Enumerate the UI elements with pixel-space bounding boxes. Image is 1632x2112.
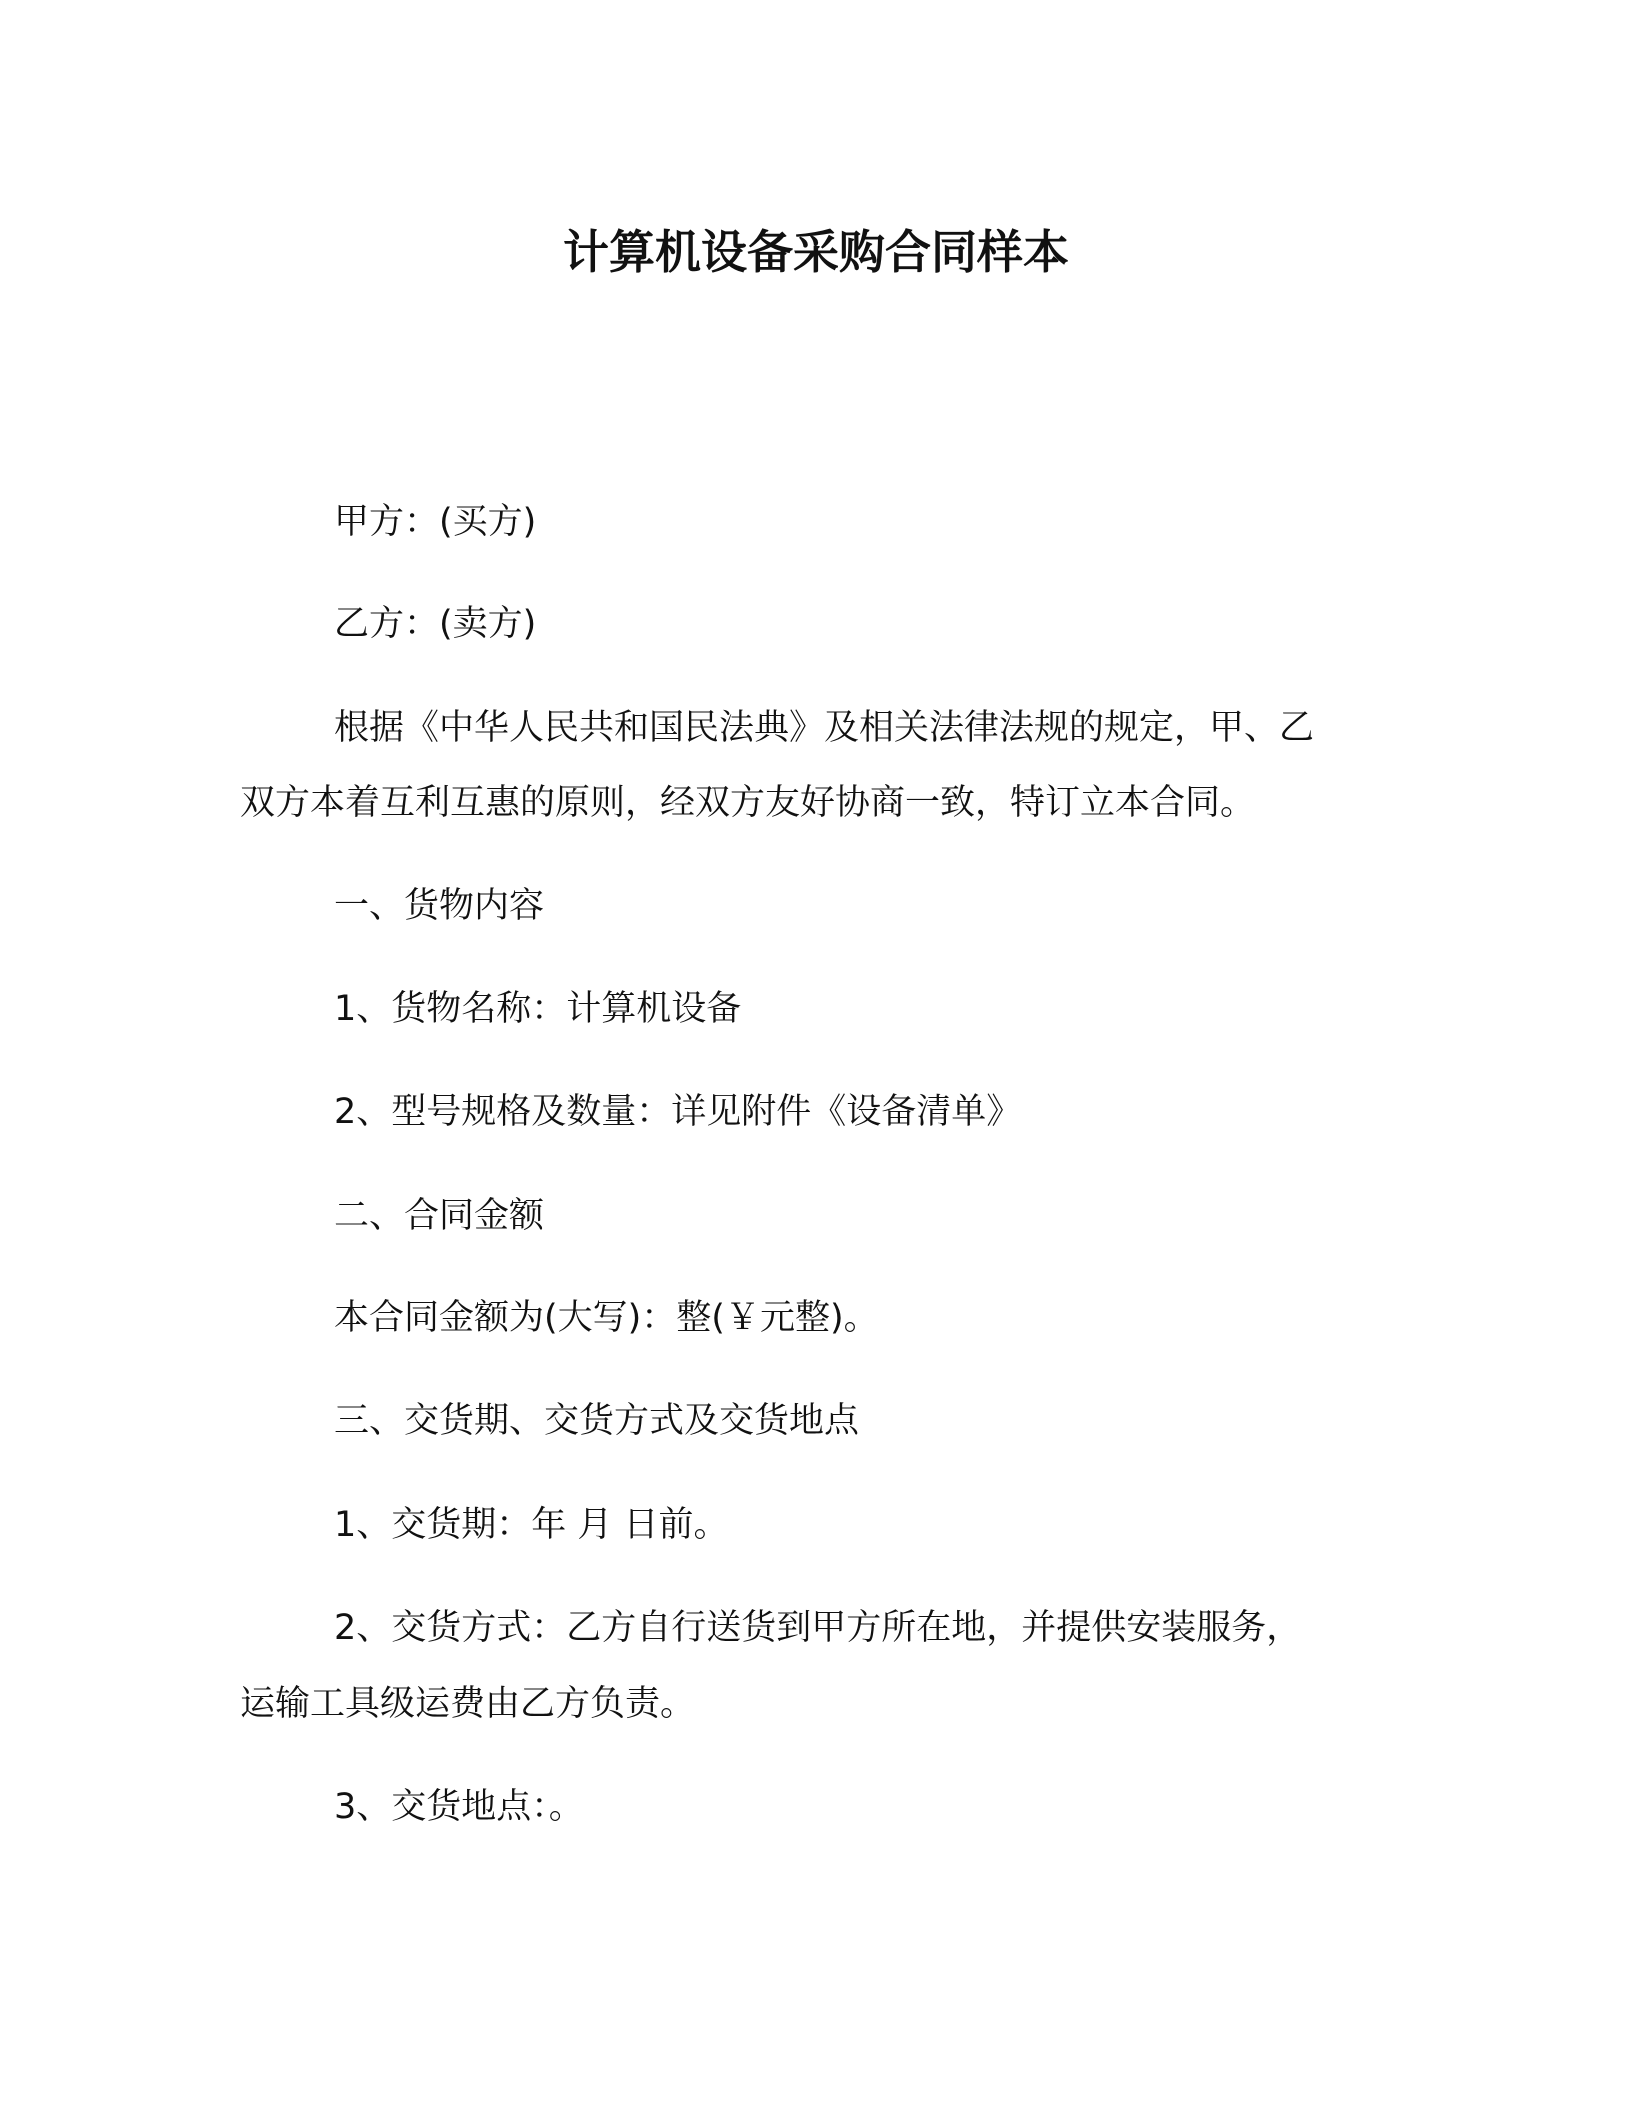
section-2-heading: 二、合同金额 [334,1196,545,1236]
goods-name-line: 1、货物名称：计算机设备 [334,989,742,1029]
goods-spec-line: 2、型号规格及数量：详见附件《设备清单》 [334,1092,1022,1132]
party-a-line: 甲方：(买方) [334,502,537,542]
delivery-date-line: 1、交货期：年 月 日前。 [334,1505,729,1545]
preamble-line-1: 根据《中华人民共和国民法典》及相关法律法规的规定，甲、乙 [334,708,1315,748]
delivery-method-line-2: 运输工具级运费由乙方负责。 [240,1684,696,1724]
delivery-method-line-1: 2、交货方式：乙方自行送货到甲方所在地，并提供安装服务， [334,1608,1302,1648]
section-1-heading: 一、货物内容 [334,886,545,926]
document-title: 计算机设备采购合同样本 [563,225,1069,279]
section-3-heading: 三、交货期、交货方式及交货地点 [334,1401,860,1441]
contract-amount-line: 本合同金额为(大写)：整(￥元整)。 [334,1298,879,1338]
delivery-location-line: 3、交货地点：。 [334,1787,584,1827]
preamble-line-2: 双方本着互利互惠的原则，经双方友好协商一致，特订立本合同。 [240,783,1256,823]
party-b-line: 乙方：(卖方) [334,604,537,644]
